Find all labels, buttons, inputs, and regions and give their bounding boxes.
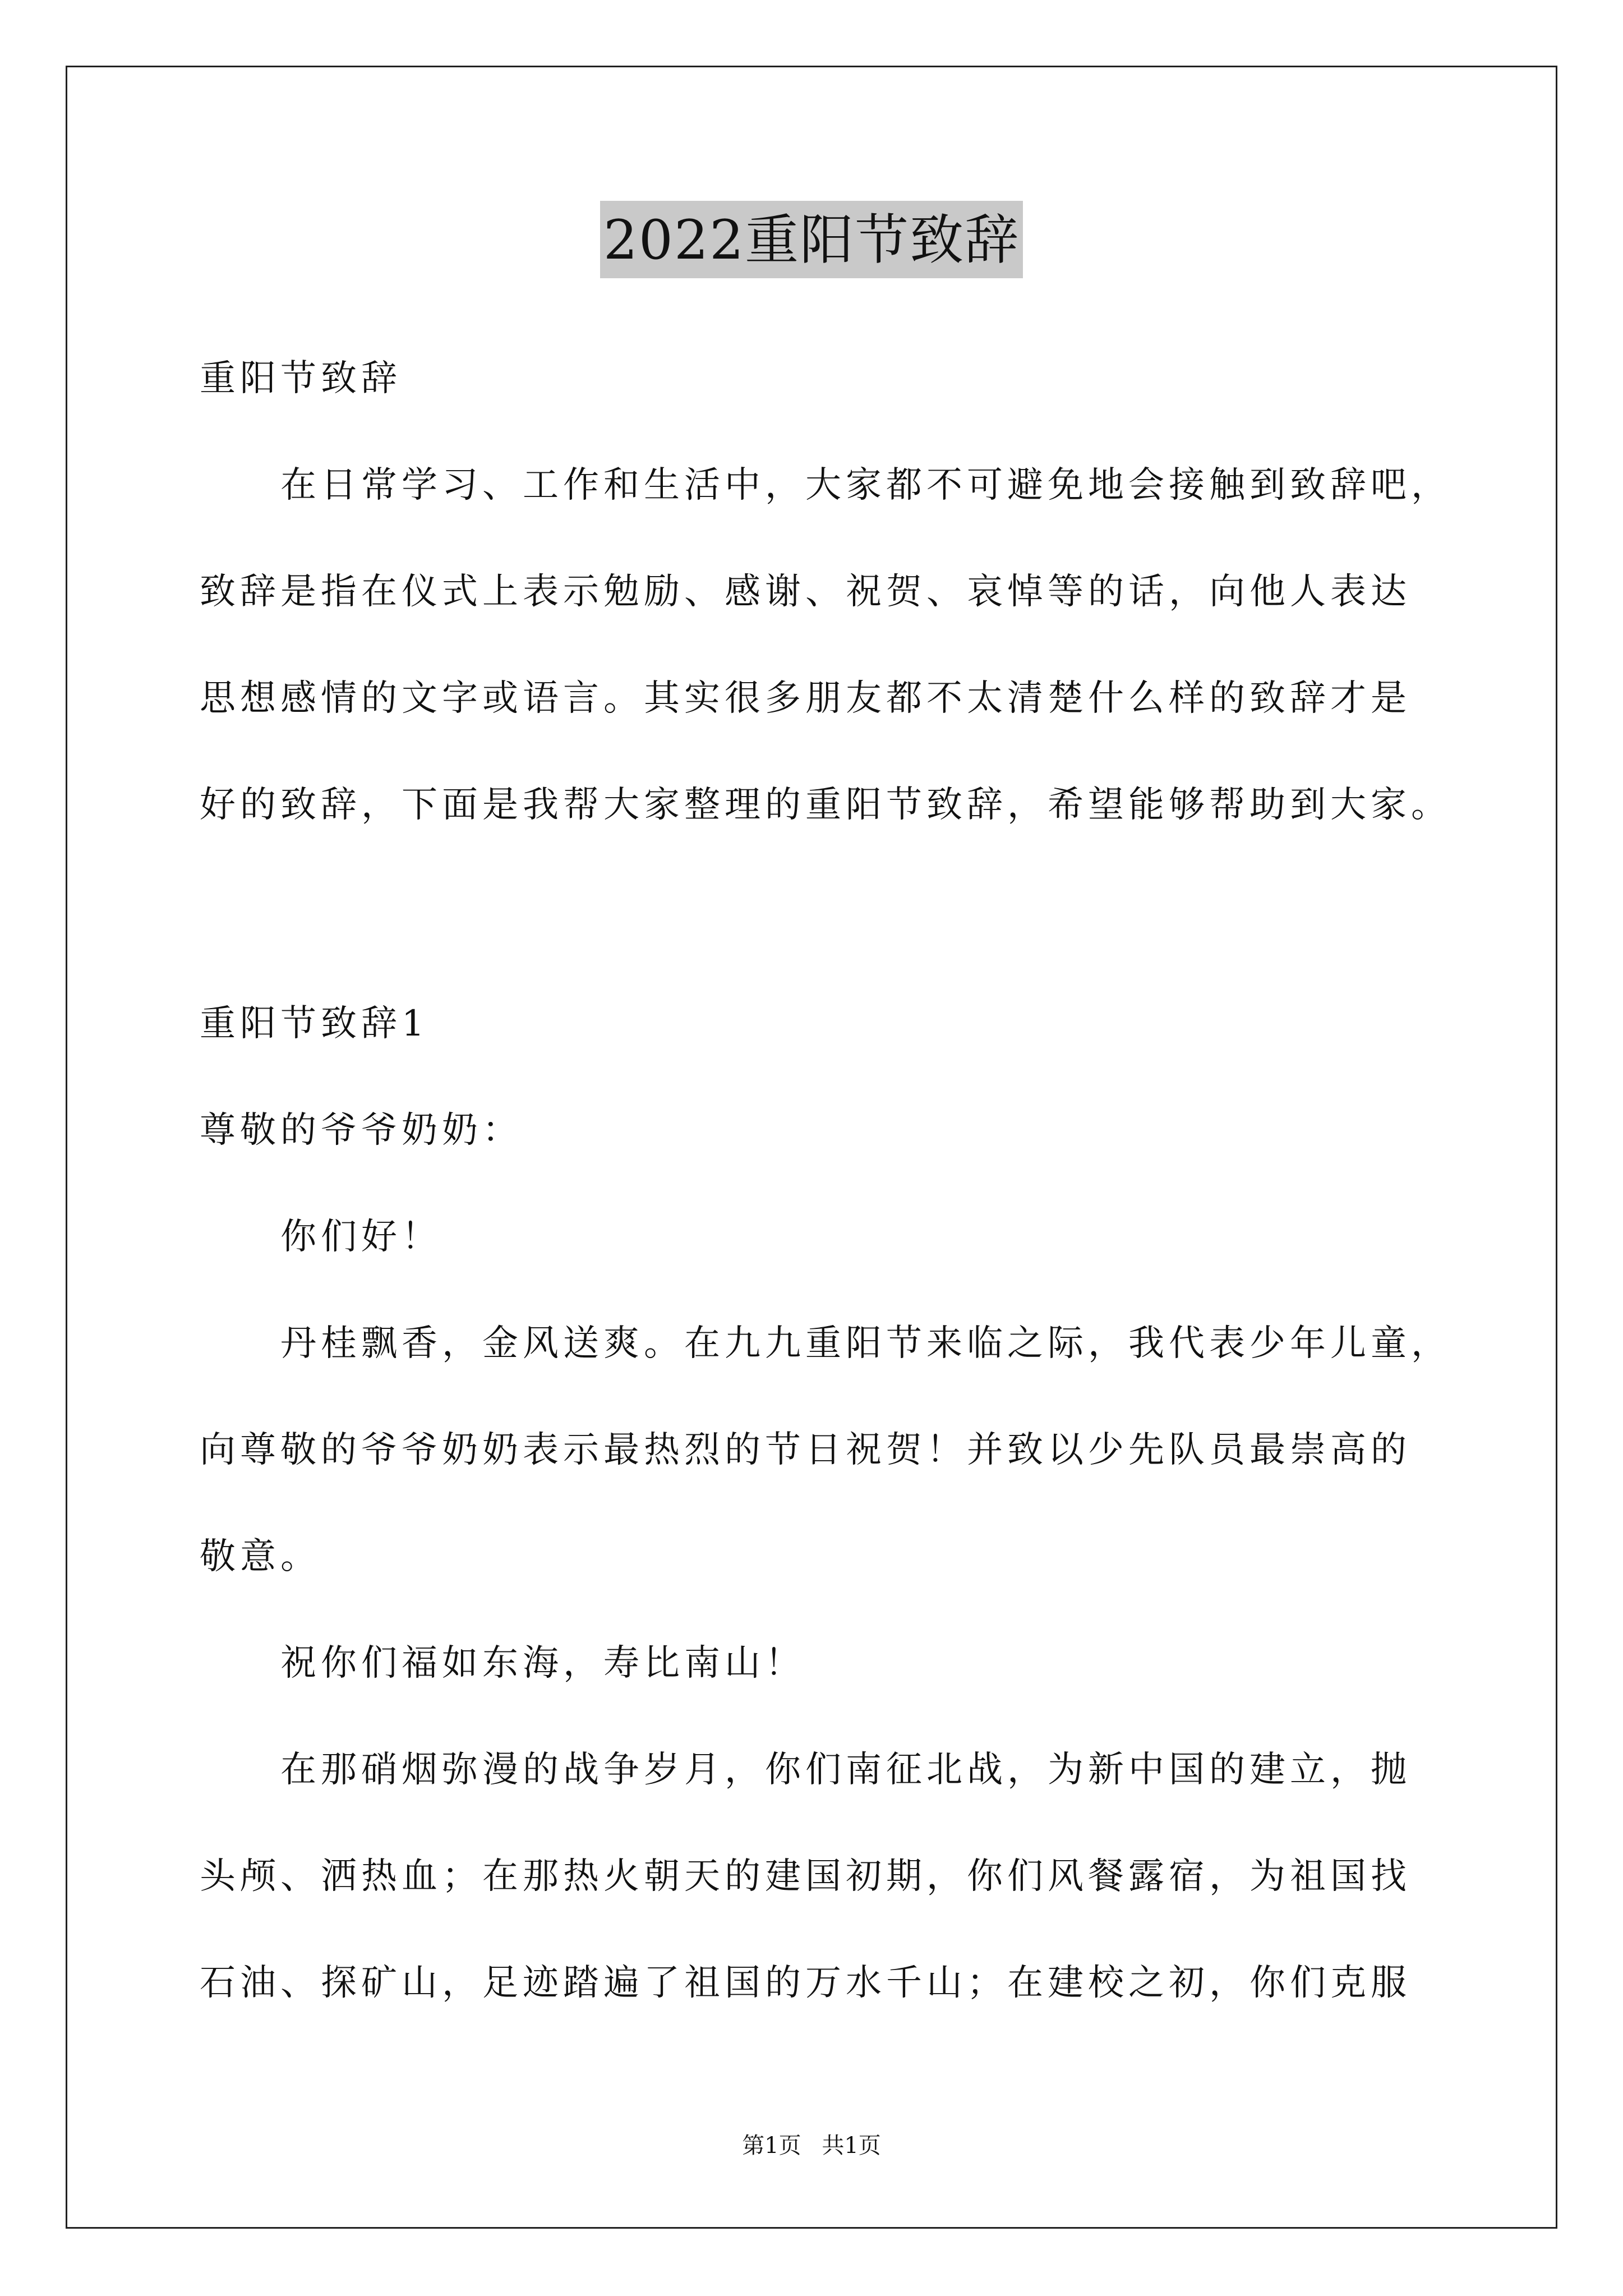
paragraph-line: 丹桂飘香，金风送爽。在九九重阳节来临之际，我代表少年儿童， [280,1323,1451,1364]
page-number: 第1页 [742,2133,801,2159]
paragraph-line: 敬意。 [200,1536,321,1577]
greeting-line: 你们好！ [280,1216,442,1258]
section-heading: 重阳节致辞 [200,358,402,399]
page-footer [0,2129,1623,2162]
paragraph-line: 在那硝烟弥漫的战争岁月，你们南征北战，为新中国的建立，抛 [280,1749,1411,1791]
paragraph-line: 在日常学习、工作和生活中，大家都不可避免地会接触到致辞吧， [280,464,1451,506]
paragraph-line: 思想感情的文字或语言。其实很多朋友都不太清楚什么样的致辞才是 [200,678,1411,719]
title-container [0,201,1623,278]
section-heading: 重阳节致辞1 [200,1003,429,1045]
salutation: 尊敬的爷爷奶奶： [200,1110,523,1151]
paragraph-line: 向尊敬的爷爷奶奶表示最热烈的节日祝贺！并致以少先队员最崇高的 [200,1429,1411,1471]
paragraph-line: 石油、探矿山，足迹踏遍了祖国的万水千山；在建校之初，你们克服 [200,1962,1411,2004]
document-title: 2022重阳节致辞 [600,201,1023,278]
paragraph-line: 头颅、洒热血；在那热火朝天的建国初期，你们风餐露宿，为祖国找 [200,1856,1411,1897]
page-total: 共1页 [822,2133,881,2159]
paragraph-line: 致辞是指在仪式上表示勉励、感谢、祝贺、哀悼等的话，向他人表达 [200,571,1411,613]
paragraph-line: 好的致辞，下面是我帮大家整理的重阳节致辞，希望能够帮助到大家。 [200,784,1451,826]
paragraph-line: 祝你们福如东海，寿比南山！ [280,1642,805,1684]
